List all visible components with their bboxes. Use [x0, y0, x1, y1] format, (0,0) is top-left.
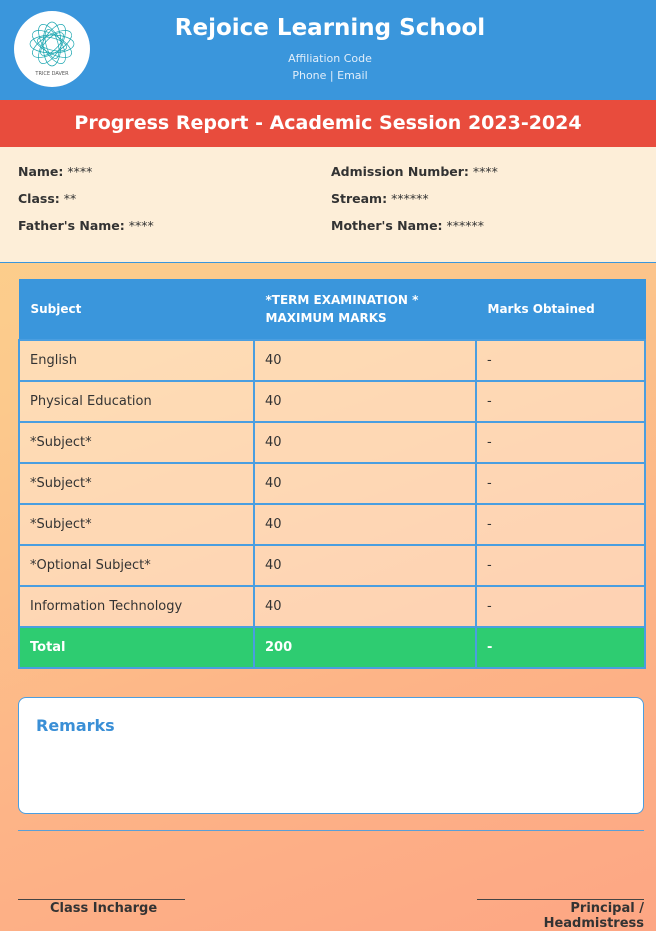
remarks-box[interactable] — [18, 697, 644, 814]
school-name: Rejoice Learning School — [174, 15, 486, 41]
max-marks-cell: 40 — [254, 463, 476, 504]
mother-name: Mother's Name: ****** — [331, 218, 485, 233]
admission-number: Admission Number: **** — [331, 164, 498, 179]
header-max-marks: *TERM EXAMINATION * MAXIMUM MARKS — [254, 280, 476, 340]
principal-label: Principal / Headmistress — [543, 901, 644, 931]
class-incharge-signature-line — [18, 899, 185, 900]
student-class: Class: ** — [18, 191, 77, 206]
marks-obtained-cell: - — [476, 504, 645, 545]
marks-obtained-cell: - — [476, 422, 645, 463]
total-row — [19, 627, 645, 668]
table-row — [19, 545, 645, 586]
total-max-marks: 200 — [254, 627, 476, 668]
student-info — [0, 147, 656, 263]
class-incharge-label: Class Incharge — [50, 901, 158, 916]
table-row — [19, 340, 645, 381]
school-logo — [14, 11, 90, 87]
subject-cell: *Subject* — [19, 463, 254, 504]
max-marks-cell: 40 — [254, 422, 476, 463]
table-row — [19, 586, 645, 627]
student-name: Name: **** — [18, 164, 93, 179]
total-marks-obtained: - — [476, 627, 645, 668]
logo-emblem-icon — [14, 11, 90, 87]
subject-cell: *Subject* — [19, 422, 254, 463]
student-stream: Stream: ****** — [331, 191, 429, 206]
marks-obtained-cell: - — [476, 381, 645, 422]
father-name: Father's Name: **** — [18, 218, 154, 233]
max-marks-cell: 40 — [254, 381, 476, 422]
school-header — [0, 0, 656, 100]
remarks-title: Remarks — [36, 716, 115, 735]
max-marks-cell: 40 — [254, 586, 476, 627]
subject-cell: Information Technology — [19, 586, 254, 627]
principal-signature-line — [477, 899, 644, 900]
table-row — [19, 381, 645, 422]
report-title: Progress Report - Academic Session 2023-2024 — [0, 100, 656, 147]
table-header-row — [19, 280, 645, 340]
table-row — [19, 422, 645, 463]
subject-cell: English — [19, 340, 254, 381]
school-contact: Phone | Email — [292, 69, 368, 82]
subject-cell: *Subject* — [19, 504, 254, 545]
header-subject: Subject — [19, 280, 254, 340]
subject-cell: *Optional Subject* — [19, 545, 254, 586]
marks-obtained-cell: - — [476, 463, 645, 504]
header-marks-obtained: Marks Obtained — [476, 280, 645, 340]
section-divider — [18, 830, 644, 831]
marks-obtained-cell: - — [476, 586, 645, 627]
max-marks-cell: 40 — [254, 504, 476, 545]
total-label: Total — [19, 627, 254, 668]
max-marks-cell: 40 — [254, 340, 476, 381]
table-row — [19, 463, 645, 504]
affiliation-code: Affiliation Code — [288, 52, 372, 65]
logo-text: TRICE DAVER — [35, 71, 69, 77]
table-row — [19, 504, 645, 545]
marks-obtained-cell: - — [476, 340, 645, 381]
marks-table — [18, 279, 646, 669]
subject-cell: Physical Education — [19, 381, 254, 422]
max-marks-cell: 40 — [254, 545, 476, 586]
marks-obtained-cell: - — [476, 545, 645, 586]
